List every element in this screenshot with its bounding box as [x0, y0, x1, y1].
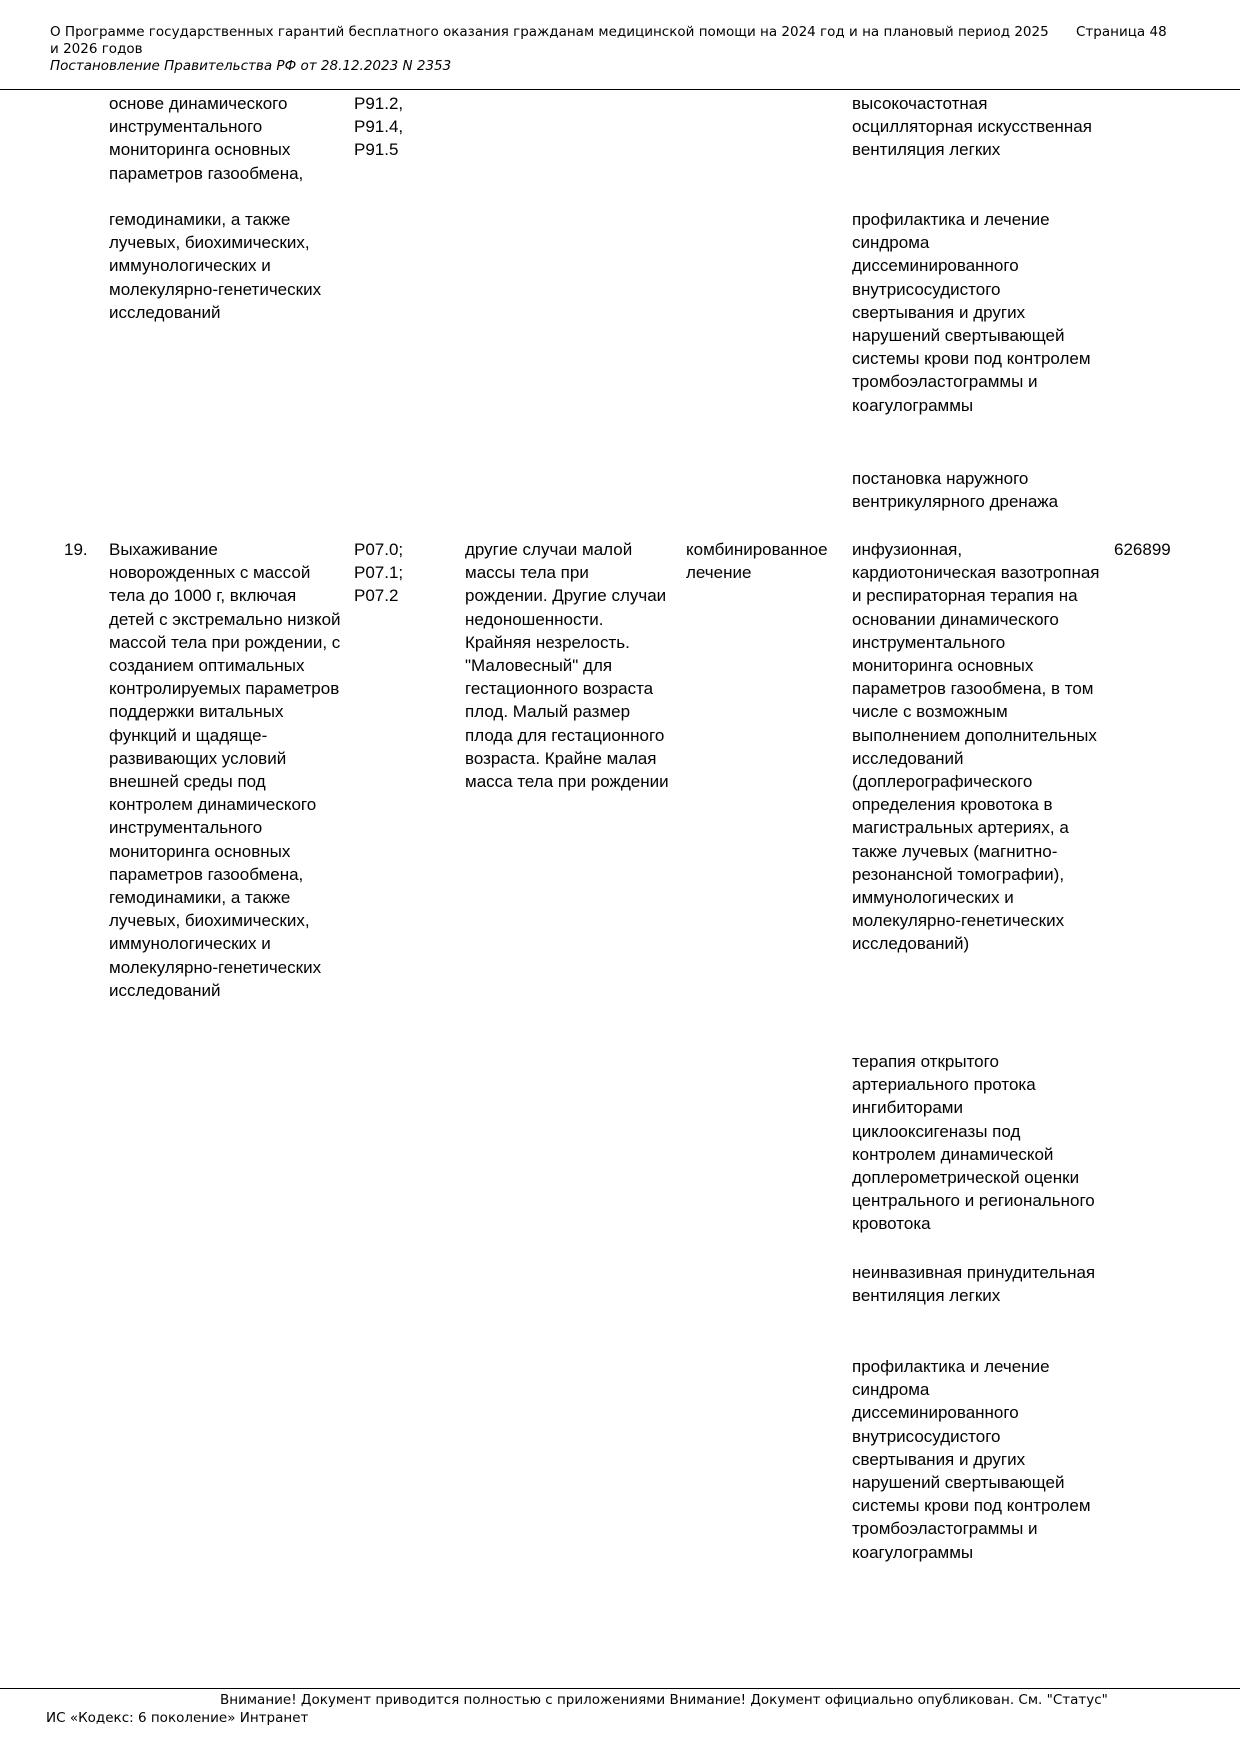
row-codes: P07.0; P07.1; P07.2: [354, 540, 404, 606]
document-subtitle: Постановление Правительства РФ от 28.12.2023 N 2353: [50, 58, 452, 74]
prev-description-part1: основе динамического инструментального мониторинга основных параметров газообмена,: [109, 94, 304, 183]
document-title: О Программе государственных гарантий бесплатного оказания гражданам медицинской помощи на 2024 год и на плановый период 2025 и 2026 годов: [50, 24, 1049, 57]
footer-rule: [0, 1688, 1240, 1689]
footer-notice: Внимание! Документ приводится полностью с приложениями Внимание! Документ официально опубликован. См. "Статус": [220, 1692, 1108, 1708]
row-patient-model: другие случаи малой массы тела при рождении. Другие случаи недоношенности. Крайняя незрелость. "Маловесный" для гестационного возраста плод. Малый размер плода для гестационного возраста. Крайне малая масса тела при рождении: [465, 540, 669, 792]
row-method-4: профилактика и лечение синдрома диссеминированного внутрисосудистого свертывания и других нарушений свертывающей системы крови под контролем тромбоэластограммы и коагулограммы: [852, 1357, 1091, 1562]
prev-codes: P91.2, P91.4, P91.5: [354, 94, 404, 160]
row-treatment-type: комбинированное лечение: [686, 540, 828, 583]
prev-description-part2: гемодинамики, а также лучевых, биохимических, иммунологических и молекулярно-генетических исследований: [109, 210, 322, 322]
row-method-1: инфузионная, кардиотоническая вазотропная и респираторная терапия на основании динамического инструментального мониторинга основных параметров газообмена, в том числе с возможным выполнением дополнительных исследований (доплерографического определения кровотока в магистральных артериях, а также лучевых (магнитно-резонансной томографии), иммунологических и молекулярно-генетических исследований): [852, 540, 1100, 954]
row-method-2: терапия открытого артериального протока ингибиторами циклооксигеназы под контролем динамической доплерометрической оценки центрального и регионального кровотока: [852, 1052, 1095, 1234]
row-number: 19.: [64, 540, 88, 559]
footer-system: ИС «Кодекс: 6 поколение» Интранет: [46, 1710, 309, 1726]
prev-method-3: постановка наружного вентрикулярного дренажа: [852, 469, 1059, 512]
header-rule: [0, 89, 1240, 90]
page-number: Страница 48: [1076, 24, 1167, 40]
row-method-3: неинвазивная принудительная вентиляция легких: [852, 1263, 1096, 1306]
document-header: [50, 24, 1050, 75]
prev-method-1: высокочастотная осцилляторная искусственная вентиляция легких: [852, 94, 1092, 160]
prev-method-2: профилактика и лечение синдрома диссеминированного внутрисосудистого свертывания и других нарушений свертывающей системы крови под контролем тромбоэластограммы и коагулограммы: [852, 210, 1091, 415]
row-cost: 626899: [1114, 540, 1171, 559]
row-description: Выхаживание новорожденных с массой тела до 1000 г, включая детей с экстремально низкой массой тела при рождении, с созданием оптимальных контролируемых параметров поддержки витальных функций и щадяще-развивающих условий внешней среды под контролем динамического инструментального мониторинга основных параметров газообмена, гемодинамики, а также лучевых, биохимических, иммунологических и молекулярно-генетических исследований: [109, 540, 341, 1000]
